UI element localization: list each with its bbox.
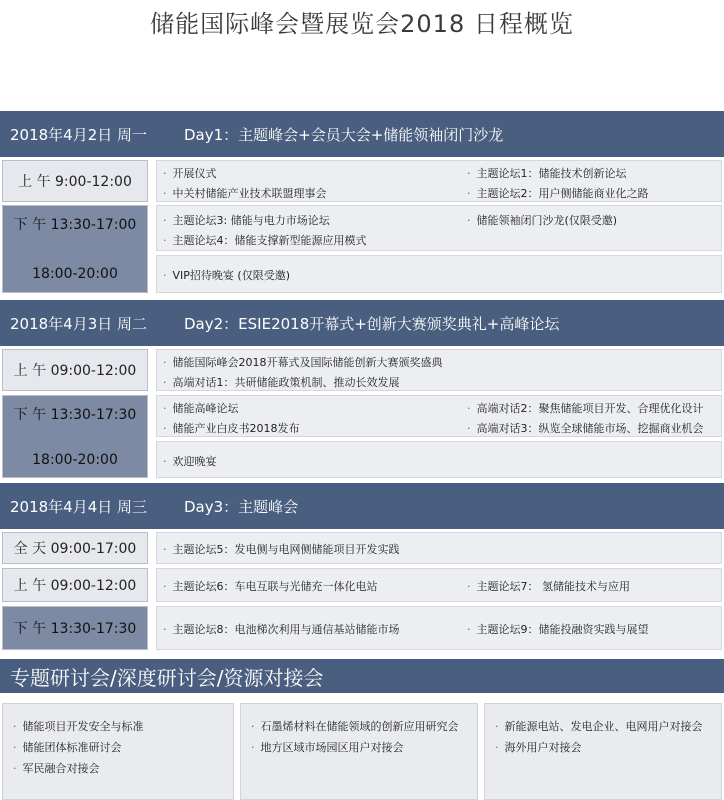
day2-morning-time: 上 午 09:00-12:00 [2,349,148,391]
day1-date: 2018年4月2日 周一 [10,125,148,144]
list-item: · 主题论坛8：电池梯次利用与通信基站储能市场 [163,621,400,637]
day3-morning-time: 上 午 09:00-12:00 [2,568,148,602]
day3-header [0,483,724,529]
list-item: · 高端对话2：聚焦储能项目开发、合理优化设计 [467,400,704,416]
day3-theme: Day3：主题峰会 [184,497,299,516]
list-item: · 新能源电站、发电企业、电网用户对接会 [495,718,703,734]
day1-evening-time: 18:00-20:00 [32,266,118,282]
day1-morning-items [156,160,722,202]
list-item: · 中关村储能产业技术联盟理事会 [163,185,327,201]
list-item: · 主题论坛2：用户侧储能商业化之路 [467,185,649,201]
day1-morning-time: 上 午 9:00-12:00 [2,160,148,202]
list-item: · 储能国际峰会2018开幕式及国际储能创新大赛颁奖盛典 [163,354,443,370]
list-item: · 储能项目开发安全与标准 [13,718,144,734]
workshops-column-2 [240,703,478,800]
day3-morning-items [156,568,722,602]
day2-morning-items [156,349,722,391]
day3-allday-items [156,532,722,564]
list-item: · 主题论坛5：发电侧与电网侧储能项目开发实践 [163,541,400,557]
list-item: · 主题论坛7： 氢储能技术与应用 [467,578,630,594]
list-item: · 地方区域市场园区用户对接会 [251,739,404,755]
workshops-column-3 [484,703,722,800]
day3-allday-time: 全 天 09:00-17:00 [2,532,148,564]
day2-evening-items [156,441,722,478]
list-item: · 高端对话3：纵览全球储能市场、挖掘商业机会 [467,420,704,436]
day3-afternoon-time: 下 午 13:30-17:30 [2,606,148,650]
workshops-banner: 专题研讨会/深度研讨会/资源对接会 [0,659,724,693]
list-item: · 高端对话1：共研储能政策机制、推动长效发展 [163,374,400,390]
list-item: · VIP招待晚宴 (仅限受邀) [163,267,290,283]
day1-afternoon-time: 下 午 13:30-17:00 [13,217,137,233]
day2-afternoon-items [156,395,722,437]
day1-theme: Day1：主题峰会+会员大会+储能领袖闭门沙龙 [184,125,504,144]
list-item: · 储能领袖闭门沙龙(仅限受邀) [467,212,617,228]
day1-evening-items [156,255,722,293]
list-item: · 开展仪式 [163,165,217,181]
list-item: · 主题论坛1：储能技术创新论坛 [467,165,627,181]
day2-afternoon-time: 下 午 13:30-17:30 [13,407,137,423]
list-item: · 欢迎晚宴 [163,453,217,469]
list-item: · 海外用户对接会 [495,739,582,755]
page-title: 储能国际峰会暨展览会2018 日程概览 [150,10,574,38]
day1-afternoon-items [156,205,722,251]
list-item: · 储能产业白皮书2018发布 [163,420,300,436]
list-item: · 主题论坛9：储能投融资实践与展望 [467,621,649,637]
day1-header [0,111,724,157]
day2-date: 2018年4月3日 周二 [10,314,148,333]
list-item: · 石墨烯材料在储能领域的创新应用研究会 [251,718,459,734]
day2-evening-time: 18:00-20:00 [32,451,118,468]
day3-afternoon-items [156,606,722,650]
day2-header [0,300,724,346]
day3-date: 2018年4月4日 周三 [10,497,148,516]
list-item: · 储能团体标准研讨会 [13,739,122,755]
list-item: · 主题论坛3: 储能与电力市场论坛 [163,212,330,228]
list-item: · 储能高峰论坛 [163,400,239,416]
workshops-column-1 [2,703,234,800]
list-item: · 军民融合对接会 [13,760,100,776]
list-item: · 主题论坛6：车电互联与光储充一体化电站 [163,578,378,594]
list-item: · 主题论坛4：储能支撑新型能源应用模式 [163,232,367,248]
day2-theme: Day2：ESIE2018开幕式+创新大赛颁奖典礼+高峰论坛 [184,314,560,333]
